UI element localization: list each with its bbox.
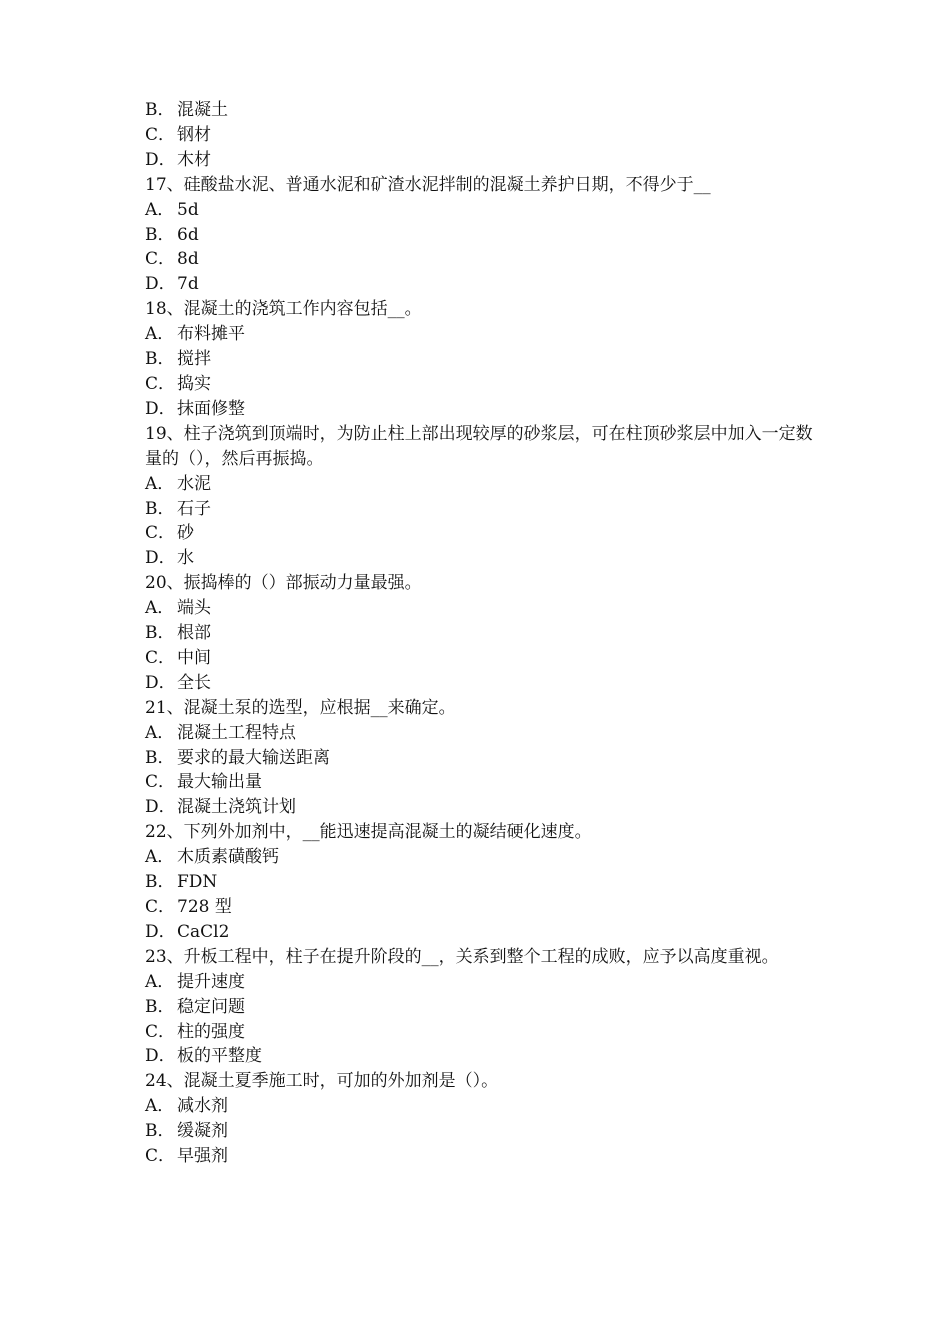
option-text: 混凝土 — [177, 100, 228, 120]
option-letter: A． — [145, 971, 175, 992]
answer-option — [145, 1144, 815, 1169]
option-letter: B． — [145, 498, 175, 519]
option-text: CaCl2 — [177, 921, 230, 942]
option-text: 石子 — [177, 498, 211, 519]
question-text: 23、升板工程中，柱子在提升阶段的__，关系到整个工程的成败，应予以高度重视。 — [145, 946, 779, 967]
option-letter: D． — [145, 672, 176, 693]
answer-option — [145, 148, 815, 173]
option-text: 提升速度 — [177, 971, 245, 992]
option-text: 减水剂 — [177, 1096, 228, 1117]
option-text: 缓凝剂 — [177, 1121, 228, 1142]
option-text: 水泥 — [177, 473, 211, 494]
option-letter: B． — [145, 349, 175, 370]
answer-option — [145, 1119, 815, 1144]
answer-option — [145, 247, 815, 272]
option-text: 早强剂 — [177, 1146, 228, 1167]
option-text: 木质素磺酸钙 — [177, 847, 279, 868]
answer-option — [145, 995, 815, 1020]
answer-option — [145, 397, 815, 422]
option-text: 中间 — [177, 647, 211, 668]
option-letter: B． — [145, 747, 175, 768]
option-text: 混凝土浇筑计划 — [177, 797, 296, 818]
option-letter: A． — [145, 324, 175, 345]
answer-option — [145, 671, 815, 696]
answer-option — [145, 746, 815, 771]
answer-option — [145, 646, 815, 671]
option-letter: C． — [145, 373, 176, 394]
option-text: 砂 — [177, 523, 194, 544]
option-letter: C． — [145, 647, 176, 668]
option-text: 全长 — [177, 672, 211, 693]
option-letter: D． — [145, 149, 176, 170]
option-letter: B． — [145, 224, 175, 245]
answer-option — [145, 123, 815, 148]
option-letter: B． — [145, 623, 175, 644]
answer-option — [145, 795, 815, 820]
option-letter: A． — [145, 1096, 175, 1117]
answer-option — [145, 198, 815, 223]
option-text: 搅拌 — [177, 349, 211, 370]
option-letter: A． — [145, 199, 175, 220]
answer-option — [145, 472, 815, 497]
option-letter: A． — [145, 722, 175, 743]
answer-option — [145, 521, 815, 546]
option-letter: D． — [145, 548, 176, 569]
option-letter: C． — [145, 1021, 176, 1042]
option-letter: D． — [145, 274, 176, 295]
option-letter: D． — [145, 921, 176, 942]
question-text: 17、硅酸盐水泥、普通水泥和矿渣水泥拌制的混凝土养护日期，不得少于__ — [145, 174, 711, 195]
answer-option — [145, 596, 815, 621]
answer-option — [145, 721, 815, 746]
answer-option — [145, 98, 815, 123]
question-text: 22、下列外加剂中，__能迅速提高混凝土的凝结硬化速度。 — [145, 822, 592, 843]
option-text: 混凝土工程特点 — [177, 722, 296, 743]
option-text: 端头 — [177, 598, 211, 619]
answer-option — [145, 1044, 815, 1069]
option-text: 要求的最大输送距离 — [177, 747, 330, 768]
option-text: 钢材 — [177, 124, 211, 145]
option-text: 板的平整度 — [177, 1046, 262, 1067]
answer-option — [145, 895, 815, 920]
answer-option — [145, 372, 815, 397]
option-text: 8d — [177, 249, 199, 270]
option-text: 最大输出量 — [177, 772, 262, 793]
question-text: 18、混凝土的浇筑工作内容包括__。 — [145, 299, 422, 320]
option-letter: B． — [145, 100, 175, 120]
option-text: 728 型 — [177, 897, 232, 917]
answer-option — [145, 870, 815, 895]
option-text: 布料摊平 — [177, 324, 245, 345]
answer-option — [145, 347, 815, 372]
answer-option — [145, 970, 815, 995]
option-text: 5d — [177, 199, 199, 220]
option-letter: C． — [145, 897, 176, 917]
option-text: 柱的强度 — [177, 1021, 245, 1042]
answer-option — [145, 1020, 815, 1045]
option-text: 抹面修整 — [177, 398, 245, 419]
answer-option — [145, 920, 815, 945]
option-letter: C． — [145, 523, 176, 544]
option-letter: A． — [145, 598, 175, 619]
option-letter: B． — [145, 996, 175, 1017]
answer-option — [145, 272, 815, 297]
option-letter: C． — [145, 249, 176, 270]
question-text: 21、混凝土泵的选型，应根据__来确定。 — [145, 697, 456, 718]
option-text: 水 — [177, 548, 194, 569]
option-letter: C． — [145, 1146, 176, 1167]
option-text: FDN — [177, 872, 218, 893]
answer-option — [145, 322, 815, 347]
option-letter: C． — [145, 772, 176, 793]
answer-option — [145, 1094, 815, 1119]
option-text: 根部 — [177, 623, 211, 644]
question-text: 24、混凝土夏季施工时，可加的外加剂是（）。 — [145, 1071, 499, 1092]
answer-option — [145, 770, 815, 795]
document-page — [145, 98, 815, 1169]
option-text: 6d — [177, 224, 199, 245]
answer-option — [145, 546, 815, 571]
question-text: 20、振捣棒的（）部振动力量最强。 — [145, 573, 422, 594]
option-letter: B． — [145, 872, 175, 893]
question-text: 19、柱子浇筑到顶端时，为防止柱上部出现较厚的砂浆层，可在柱顶砂浆层中加入一定数量的（），然后再振捣。 — [145, 423, 813, 469]
option-letter: A． — [145, 847, 175, 868]
option-letter: C． — [145, 124, 176, 145]
option-letter: D． — [145, 1046, 176, 1067]
option-text: 7d — [177, 274, 199, 295]
answer-option — [145, 223, 815, 248]
option-text: 捣实 — [177, 373, 211, 394]
option-letter: A． — [145, 473, 175, 494]
option-text: 稳定问题 — [177, 996, 245, 1017]
option-text: 木材 — [177, 149, 211, 170]
option-letter: D． — [145, 398, 176, 419]
option-letter: B． — [145, 1121, 175, 1142]
answer-option — [145, 497, 815, 522]
option-letter: D． — [145, 797, 176, 818]
answer-option — [145, 845, 815, 870]
answer-option — [145, 621, 815, 646]
